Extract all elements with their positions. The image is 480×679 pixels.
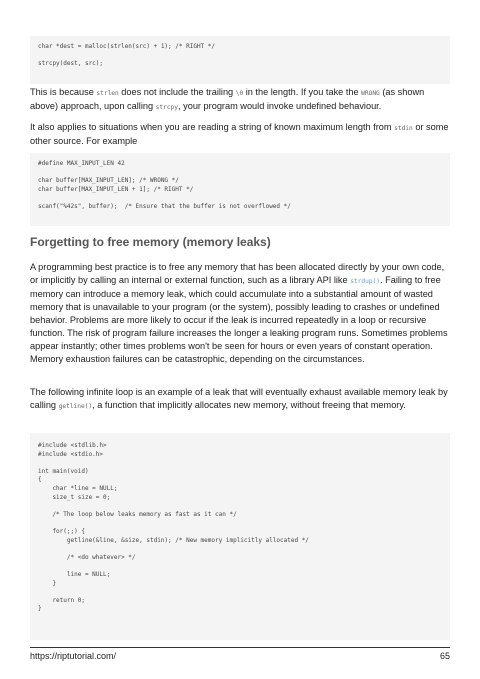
text: . Failing to free memory can introduce a memory leak, which could accumulate into a substantial amount of wasted memory that is unavailable to your program (or the system), possibly leading to crashes or undefined behavior. Problems are more likely to occur if the leak is incurred repeatedly in a loop or recursive function. The risk of program failure increases the longer a leaking program runs. Sometimes problems appear instantly; other times problems won't be seen for hours or even years of constant operation. Memory exhaustion failures can be catastrophic, depending on the circumstances. (30, 275, 448, 364)
inline-code-stdin: stdin (394, 125, 413, 132)
text: It also applies to situations when you are reading a string of known maximum length from (30, 122, 395, 132)
footer-url[interactable]: https://riptutorial.com/ (30, 651, 117, 661)
text: does not include the trailing (118, 87, 236, 97)
page-number: 65 (439, 651, 450, 661)
text: in the length. If you take the (243, 87, 362, 97)
text: The following infinite loop is an example of a leak that will eventually exhaust available memory leak by calling (30, 387, 448, 410)
link-strdup[interactable]: strdup() (350, 278, 380, 285)
code-block-leak-example: #include <stdlib.h> #include <stdio.h> int main(void) { char *line = NULL; size_t size = 0; /* The loop below leaks memory as fast as it can */ for(;;) { getline(&line, &size, stdin); /* New memory implicitly allocated */ /* <do whatever> */ line = NULL; } return 0; } (30, 433, 450, 640)
page-footer (30, 647, 450, 661)
text: or some other source. For example (30, 122, 449, 146)
paragraph-stdin (30, 121, 450, 148)
text: A programming best practice is to free any memory that has been allocated directly by your own code, or implicitly by calling an internal or external function, such as a library API like (30, 262, 445, 285)
inline-code-strcpy: strcpy (155, 104, 179, 111)
section-heading: Forgetting to free memory (memory leaks) (30, 235, 271, 249)
code-block-strcpy: char *dest = malloc(strlen(src) + 1); /* RIGHT */ strcpy(dest, src); (30, 36, 450, 84)
inline-code-null-terminator: \0 (235, 90, 244, 97)
inline-code-strlen: strlen (96, 90, 119, 97)
text: This is because (30, 87, 97, 97)
inline-code-wrong: WRONG (361, 90, 380, 97)
paragraph-strlen (30, 86, 450, 114)
code-block-buffer: #define MAX_INPUT_LEN 42 char buffer[MAX_INPUT_LEN]; /* WRONG */ char buffer[MAX_INPUT_LEN + 1]; /* RIGHT */ scanf("%42s", buffer); /* Ensure that the buffer is not overflowed */ (30, 153, 450, 226)
text: , a function that implicitly allocates new memory, without freeing that memory. (92, 400, 406, 410)
paragraph-best-practice (30, 261, 450, 366)
text: , your program would invoke undefined behaviour. (178, 101, 382, 111)
text: (as shown above) approach, upon calling (30, 87, 425, 111)
paragraph-infinite-loop (30, 386, 450, 413)
inline-code-getline: getline() (58, 403, 93, 410)
